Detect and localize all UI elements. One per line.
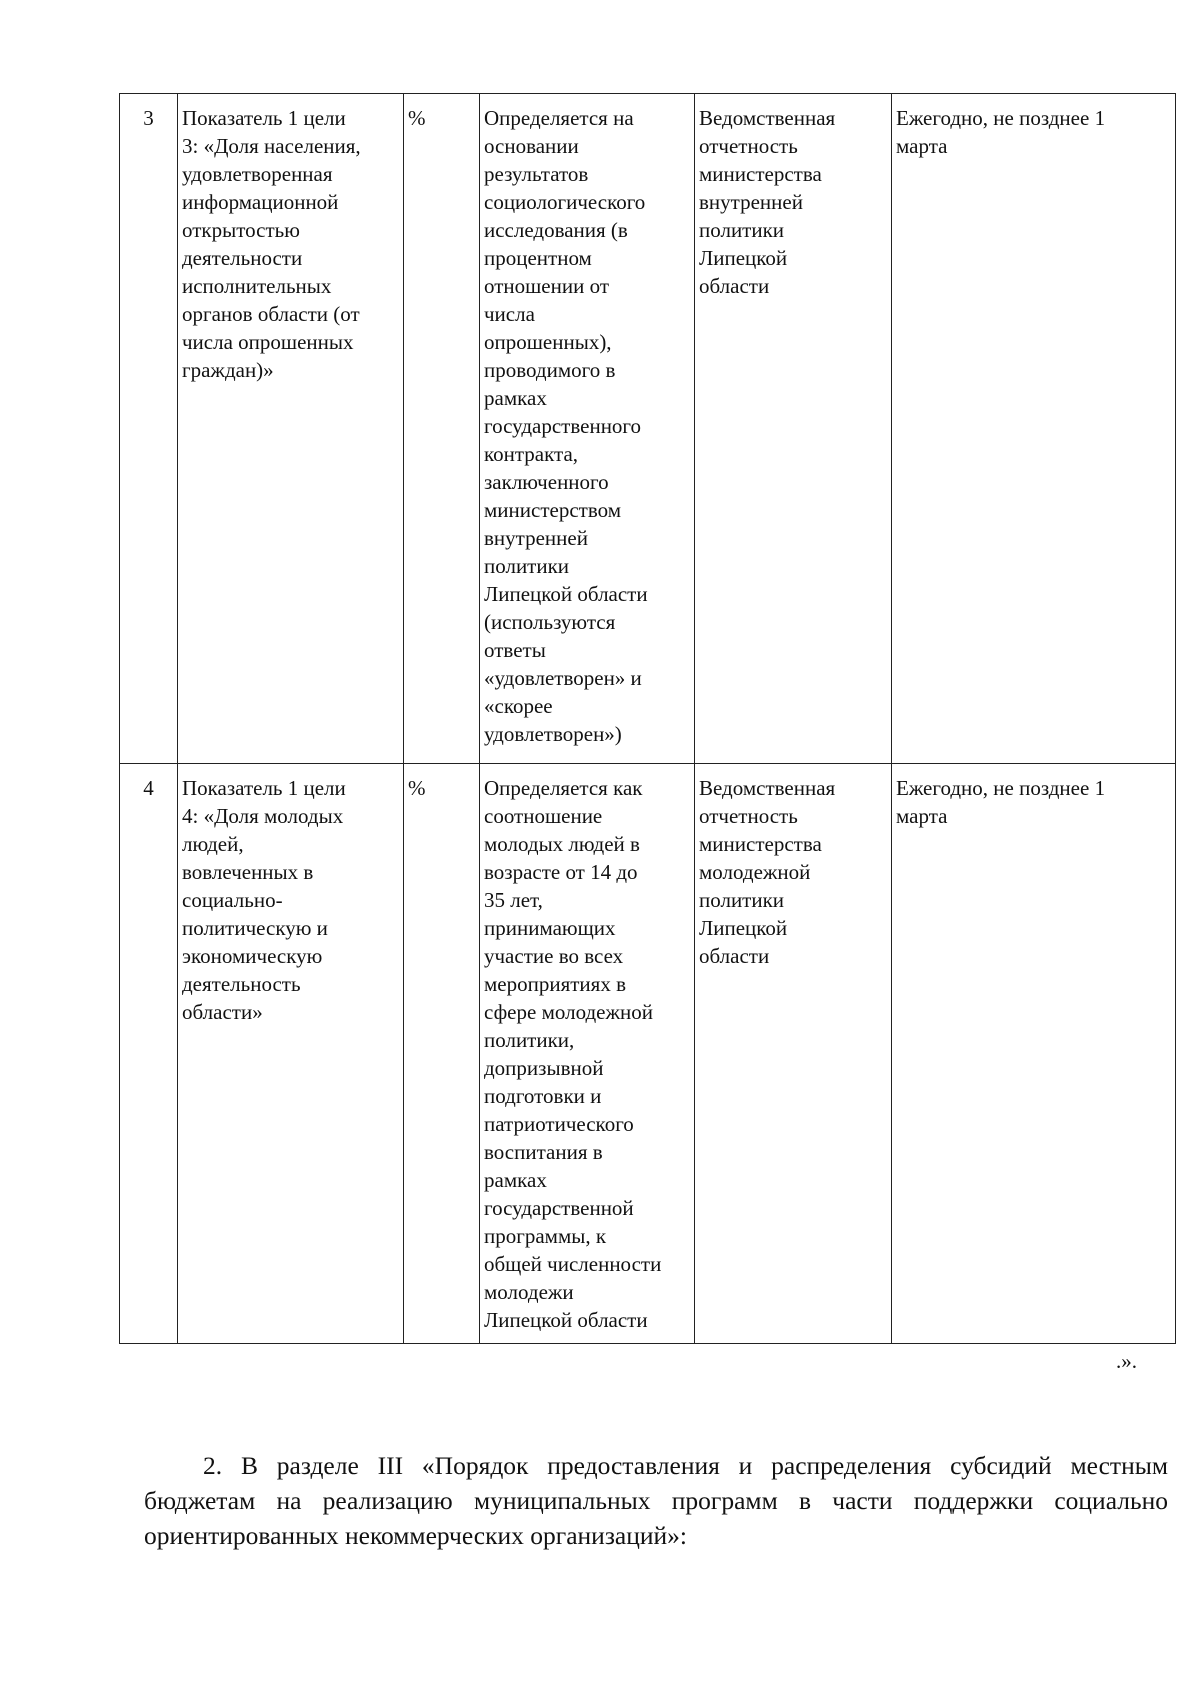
table-row: [120, 94, 1176, 764]
unit-cell: %: [404, 764, 480, 1344]
row-number: 4: [120, 764, 178, 1344]
indicator-cell: Показатель 1 цели 3: «Доля населения, удовлетворенная информационной открытостью деятельности исполнительных органов области (от числа опрошенных граждан)»: [178, 94, 404, 764]
source-cell: Ведомственная отчетность министерства молодежной политики Липецкой области: [695, 764, 892, 1344]
indicators-table: [119, 93, 1176, 1344]
closing-quote-mark: .».: [1116, 1349, 1137, 1373]
table-row: [120, 764, 1176, 1344]
method-cell: Определяется на основании результатов социологического исследования (в процентном отношении от числа опрошенных), проводимого в рамках государственного контракта, заключенного министерством внутренней политики Липецкой области (используются ответы «удовлетворен» и «скорее удовлетворен»): [480, 94, 695, 764]
unit-cell: %: [404, 94, 480, 764]
period-cell: Ежегодно, не позднее 1 марта: [892, 764, 1176, 1344]
method-cell: Определяется как соотношение молодых людей в возрасте от 14 до 35 лет, принимающих участие во всех мероприятиях в сфере молодежной политики, допризывной подготовки и патриотического воспитания в рамках государственной программы, к общей численности молодежи Липецкой области: [480, 764, 695, 1344]
row-number: 3: [120, 94, 178, 764]
amendment-paragraph: 2. В разделе III «Порядок предоставления и распределения субсидий местным бюджетам на реализацию муниципальных программ в части поддержки социально ориентированных некоммерческих организаций»:: [144, 1450, 1168, 1550]
source-cell: Ведомственная отчетность министерства внутренней политики Липецкой области: [695, 94, 892, 764]
period-cell: Ежегодно, не позднее 1 марта: [892, 94, 1176, 764]
indicator-cell: Показатель 1 цели 4: «Доля молодых людей, вовлеченных в социально- политическую и экономическую деятельность области»: [178, 764, 404, 1344]
